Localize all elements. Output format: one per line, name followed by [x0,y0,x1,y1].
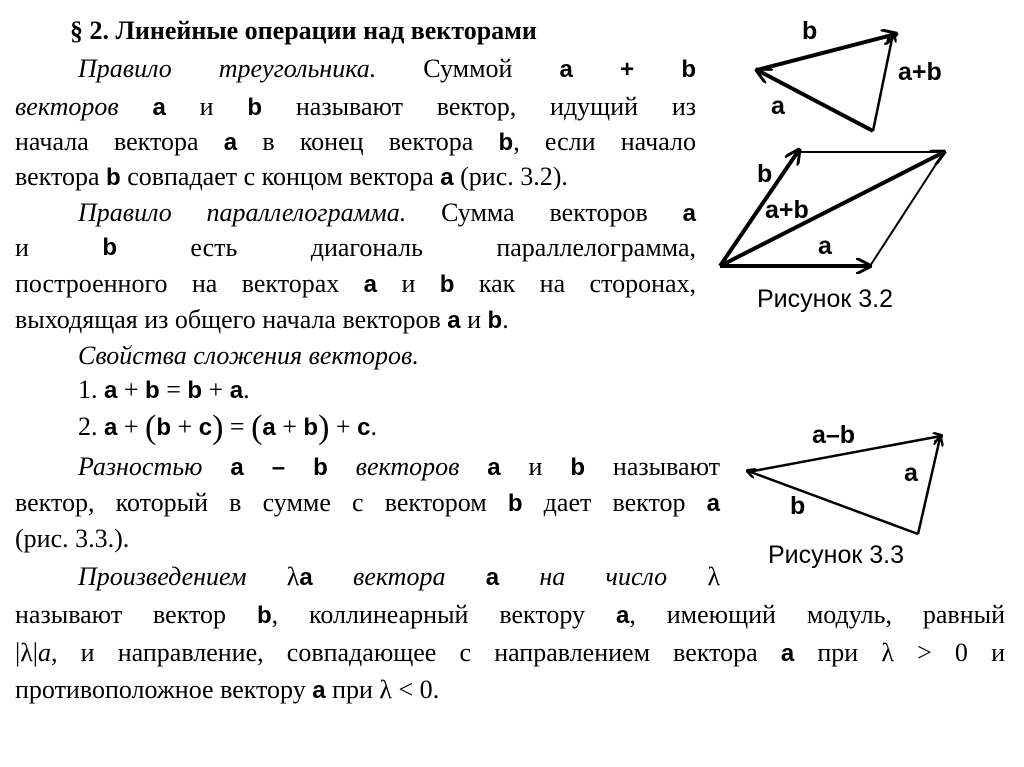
fig33-label-a: a [904,459,918,487]
prod-line1: Произведением λa вектора a на число λ [78,562,721,591]
prod-line3: |λ|a, и направление, совпадающее с направлением вектора a при λ > 0 и [15,638,1006,667]
fig32-parallelogram [720,150,944,266]
diff-line2: вектор, который в сумме с вектором b дает вектор a [15,488,720,517]
p2-line3: построенного на векторах a и b как на сторонах, [15,269,697,298]
fig32-par-vector-sum [720,152,944,266]
fig32-label-b-par: b [757,160,773,188]
properties-title: Свойства сложения векторов. [78,341,419,370]
p1-line1: Правило треугольника. Суммой a + b [78,54,696,83]
fig32-tri-vector-sum [873,34,893,131]
p1-line4: вектора b совпадает с концом вектора a (рис. 3.2). [15,162,568,191]
fig32-tri-vector-b [757,34,896,70]
fig32-label-apb-top: a+b [898,58,942,86]
fig32-label-a-par: a [818,232,832,260]
property-1: 1. a + b = b + a. [78,375,250,404]
p2-line2: и b есть диагональ параллелограмма, [15,233,696,262]
p2-line4: выходящая из общего начала векторов a и b. [15,305,509,334]
diff-line1: Разностью a – b векторов a и b называют [78,452,721,481]
section-heading: § 2. Линейные операции над векторами [70,16,537,45]
fig33-label-amb: a–b [812,421,856,449]
prod-line4: противоположное вектору a при λ < 0. [15,675,440,704]
fig32-caption: Рисунок 3.2 [757,285,893,313]
fig33-label-b: b [790,492,806,520]
fig32-label-b-top: b [802,17,818,45]
property-2: 2. a + (b + c) = (a + b) + c. [78,409,377,446]
p2-line1: Правило параллелограмма. Сумма векторов a [78,198,697,227]
p1-line3: начала вектора a в конец вектора b, если начало [15,127,696,156]
diff-line3: (рис. 3.3.). [15,524,130,553]
fig33-vector-b [748,471,918,534]
fig33-vector-a [918,438,940,534]
fig32-label-apb-par: a+b [765,196,809,224]
prod-line2: называют вектор b, коллинеарный вектору a, имеющий модуль, равный [15,600,1005,629]
fig33-caption: Рисунок 3.3 [768,541,904,569]
fig32-label-a-top: a [771,92,785,120]
p1-line2: векторов a и b называют вектор, идущий из [15,92,697,121]
